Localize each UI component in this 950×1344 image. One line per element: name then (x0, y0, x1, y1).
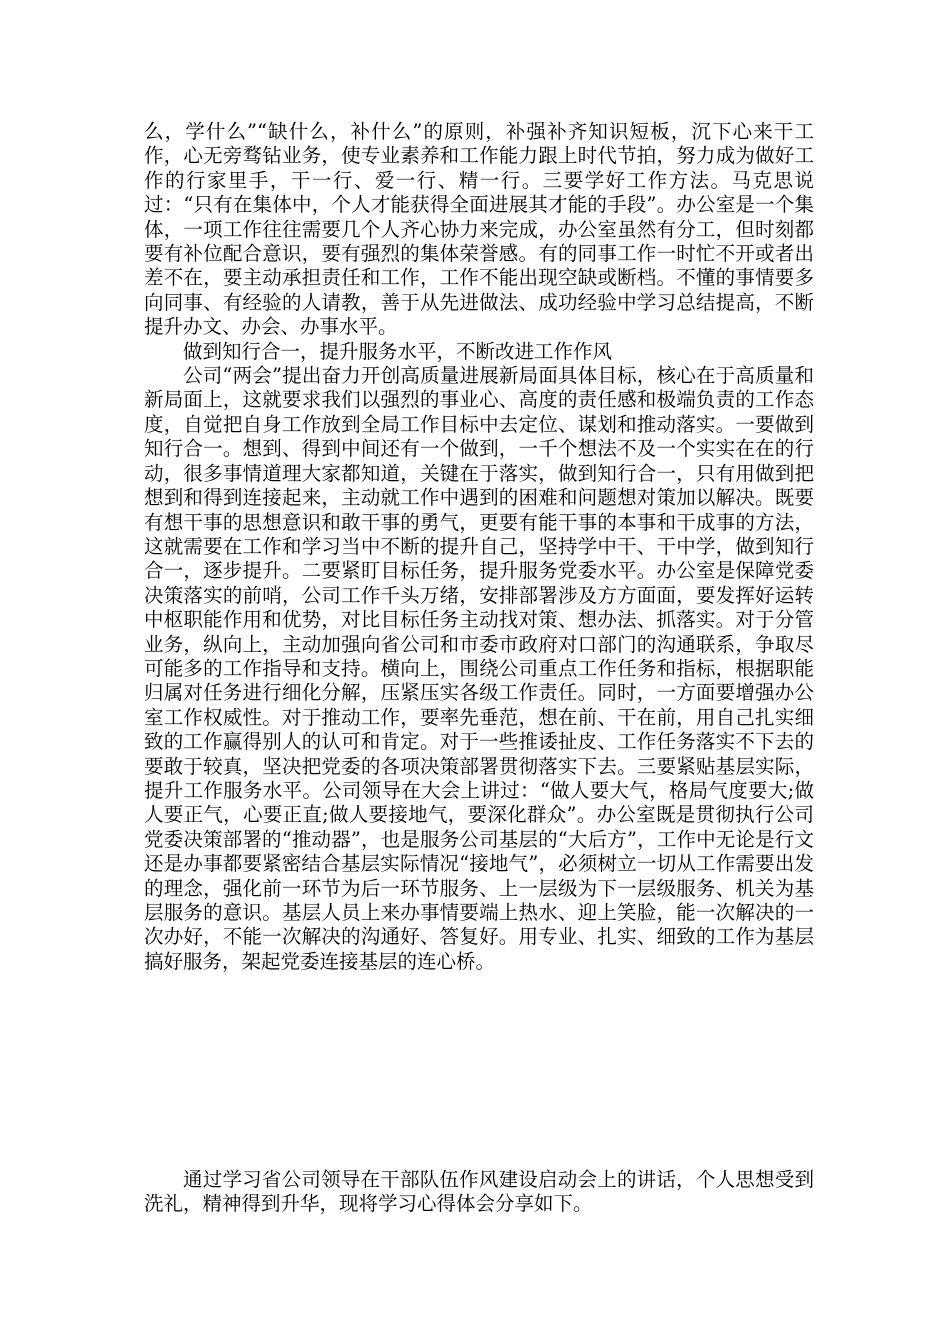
paragraph-closing: 通过学习省公司领导在干部队伍作风建设启动会上的讲话，个人思想受到洗礼，精神得到升华，现将学习心得体会分享如下。 (144, 1168, 814, 1216)
paragraph-body: 公司“两会”提出奋力开创高质量进展新局面具体目标，核心在于高质量和新局面上，这就要求我们以强烈的事业心、高度的责任感和极端负责的工作态度，自觉把自身工作放到全局工作目标中去定位、谋划和推动落实。一要做到知行合一。想到、得到中间还有一个做到，一千个想法不及一个实实在在的行动，很多事情道理大家都知道，关键在于落实，做到知行合一，只有用做到把想到和得到连接起来，主动就工作中遇到的困难和问题想对策加以解决。既要有想干事的思想意识和敢干事的勇气，更要有能干事的本事和干成事的方法，这就需要在工作和学习当中不断的提升自己，坚持学中干、干中学，做到知行合一，逐步提升。二要紧盯目标任务，提升服务党委水平。办公室是保障党委决策落实的前哨，公司工作千头万绪，安排部署涉及方方面面，要发挥好运转中枢职能作用和优势，对比目标任务主动找对策、想办法、抓落实。对于分管业务，纵向上，主动加强向省公司和市委市政府对口部门的沟通联系，争取尽可能多的工作指导和支持。横向上，围绕公司重点工作任务和指标，根据职能归属对任务进行细化分解，压紧压实各级工作责任。同时，一方面要增强办公室工作权威性。对于推动工作，要率先垂范，想在前、干在前，用自己扎实细致的工作赢得别人的认可和肯定。对于一些推诿扯皮、工作任务落实不下去的要敢于较真，坚决把党委的各项决策部署贯彻落实下去。三要紧贴基层实际，提升工作服务水平。公司领导在大会上讲过：“做人要大气，格局气度要大;做人要正气，心要正直;做人要接地气，要深化群众”。办公室既是贯彻执行公司党委决策部署的“推动器”，也是服务公司基层的“大后方”，工作中无论是行文还是办事都要紧密结合基层实际情况“接地气”，必须树立一切从工作需要出发的理念，强化前一环节为后一环节服务、上一层级为下一层级服务、机关为基层服务的意识。基层人员上来办事情要端上热水、迎上笑脸，能一次解决的一次办好，不能一次解决的沟通好、答复好。用专业、扎实、细致的工作为基层搞好服务，架起党委连接基层的连心桥。 (144, 364, 814, 973)
section-heading: 做到知行合一，提升服务水平，不断改进工作作风 (183, 339, 613, 363)
main-text-block (144, 120, 814, 974)
paragraph-continued: 么，学什么”“缺什么，补什么”的原则，补强补齐知识短板，沉下心来干工作，心无旁骛钻业务，使专业素养和工作能力跟上时代节拍，努力成为做好工作的行家里手，干一行、爱一行、精一行。三要学好工作方法。马克思说过：“只有在集体中，个人才能获得全面进展其才能的手段”。办公室是一个集体，一项工作往往需要几个人齐心协力来完成，办公室虽然有分工，但时刻都要有补位配合意识，要有强烈的集体荣誉感。有的同事工作一时忙不开或者出差不在，要主动承担责任和工作，工作不能出现空缺或断档。不懂的事情要多向同事、有经验的人请教，善于从先进做法、成功经验中学习总结提高，不断提升办文、办会、办事水平。 (144, 120, 814, 339)
closing-text-block (144, 1168, 814, 1217)
